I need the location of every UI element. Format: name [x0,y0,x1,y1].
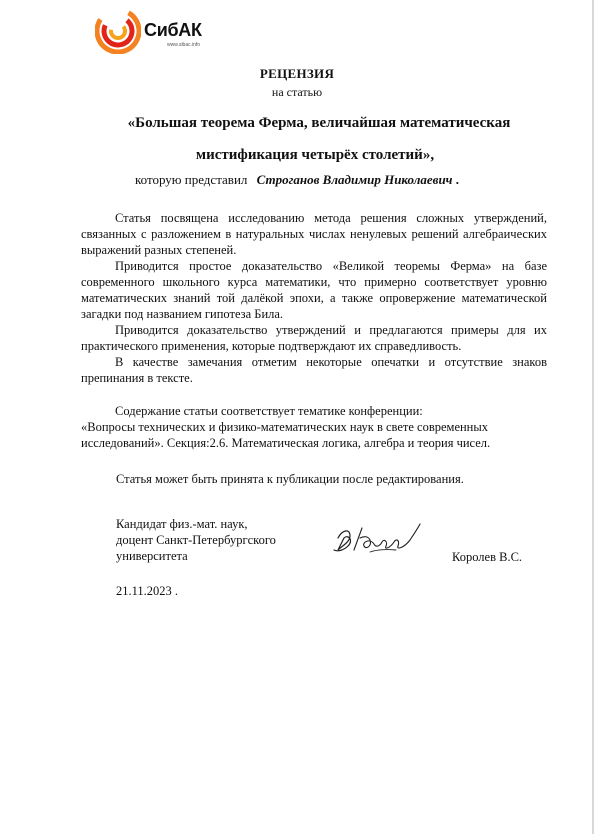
reviewer-title [116,516,276,564]
reviewer-title-line: доцент Санкт-Петербургского [116,533,276,547]
topic-lead: Содержание статьи соответствует тематике конференции: [115,404,423,418]
conference-topic [81,403,551,451]
handwritten-signature [330,520,426,560]
reviewer-name: Королев В.С. [452,550,523,564]
body-paragraph: В качестве замечания отметим некоторые опечатки и отсутствие знаков препинания в тексте. [81,355,547,385]
sibak-logo-icon [95,8,141,54]
review-body [81,210,547,386]
reviewer-title-line: Кандидат физ.-мат. наук, [116,517,248,531]
article-title-line-2: мистификация четырёх столетий», [195,147,435,163]
review-heading: РЕЦЕНЗИЯ [259,66,335,81]
author-suffix: . [455,172,460,187]
topic-line: исследований». Секция:2.6. Математическая логика, алгебра и теория чисел. [81,436,491,450]
logo-site: www.sibac.info [167,42,201,48]
author-name: Строганов Владимир Николаевич [256,172,453,187]
sibak-logo [95,8,225,56]
conclusion: Статья может быть принята к публикации после редактирования. [116,472,464,486]
author-prefix: которую представил [134,172,248,187]
review-date: 21.11.2023 . [116,584,179,598]
logo-name: СибАК [144,20,202,40]
author-line [0,172,594,188]
body-paragraph: Приводится доказательство утверждений и предлагаются примеры для их практического применения, которые подтверждают их справедливость. [81,323,547,353]
article-title-line-1: «Большая теорема Ферма, величайшая математическая [127,115,511,131]
reviewer-title-line: университета [116,549,188,563]
topic-line: «Вопросы технических и физико-математических наук в свете современных [81,420,489,434]
body-paragraph: Статья посвящена исследованию метода решения сложных утверждений, связанных с разложением в натуральных числах ненулевых решений алгебраических выражений разных степеней. [81,211,547,257]
body-paragraph: Приводится простое доказательство «Великой теоремы Ферма» на базе современного школьного курса математики, что примерно соответствует уровню математических знаний той далёкой эпохи, а также опровержение математической загадки под названием гипотеза Била. [81,259,547,321]
review-subheading: на статью [271,85,323,99]
